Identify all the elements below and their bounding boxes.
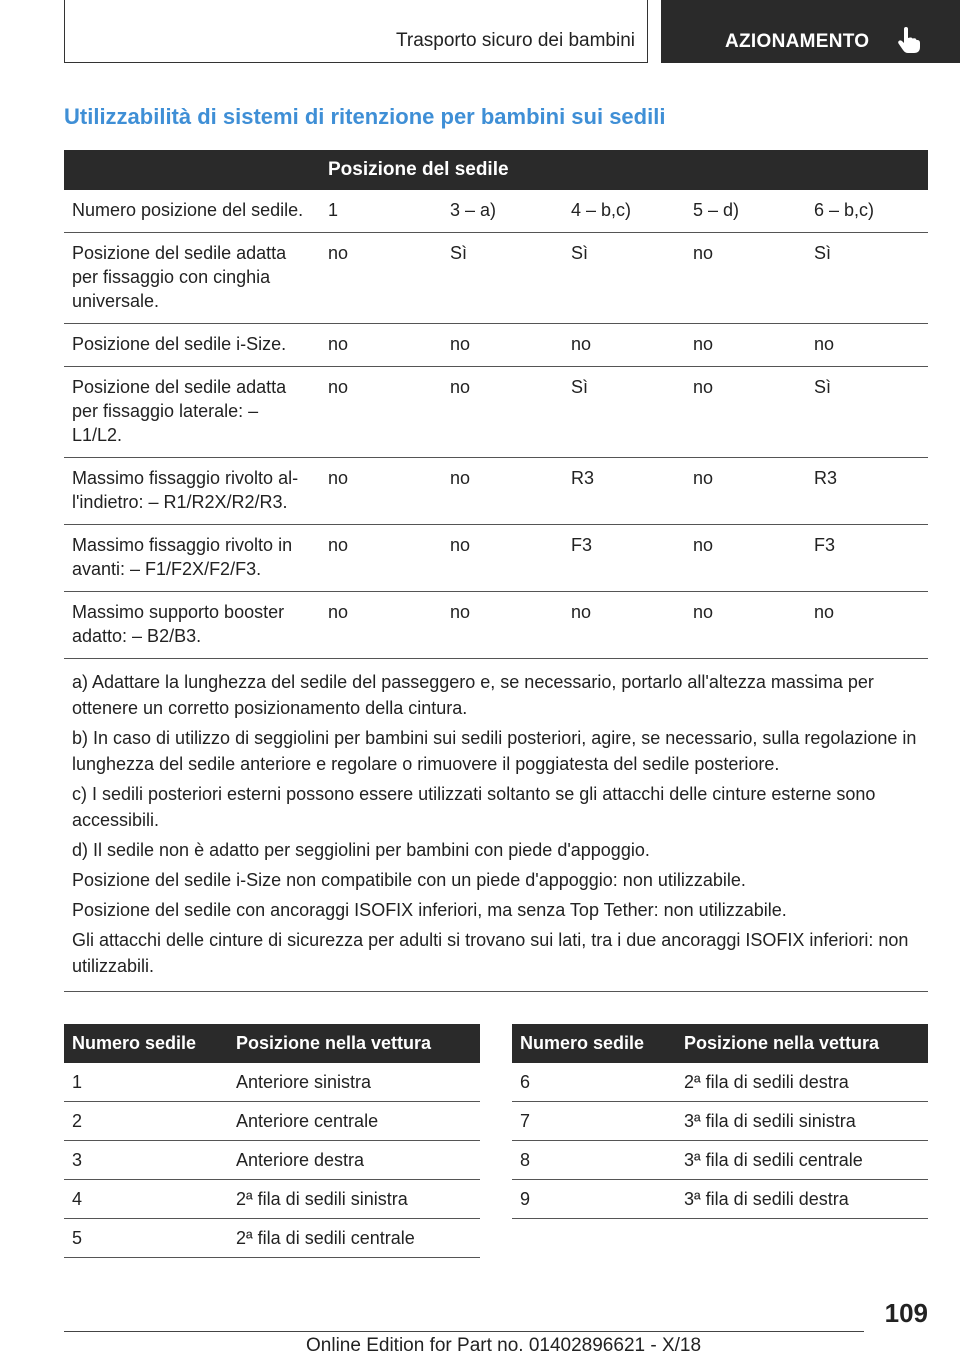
table-cell: Anteriore centrale [228, 1102, 480, 1141]
table-cell: no [442, 367, 563, 458]
table-header-row [512, 1024, 928, 1063]
table-cell: no [806, 592, 928, 659]
column-header-seat-number: Numero sedile [64, 1024, 228, 1063]
table-cell: no [563, 592, 685, 659]
table-cell: no [685, 592, 806, 659]
table-header-empty [64, 150, 320, 190]
note-a: a) Adattare la lunghezza del sedile del passeggero e, se necessario, portarlo all'altezza massima per ottenere un corretto posizionamento della cintura. [72, 672, 874, 718]
table-header-row [64, 1024, 480, 1063]
table-cell: 2 [64, 1102, 228, 1141]
table-cell: no [320, 324, 442, 367]
table-cell: 6 – b,c) [806, 190, 928, 233]
chapter-label: AZIONAMENTO [725, 31, 870, 52]
table-cell: Anteriore destra [228, 1141, 480, 1180]
table-cell: 6 [512, 1063, 676, 1102]
table-cell: Sì [806, 367, 928, 458]
table-cell: R3 [563, 458, 685, 525]
table-cell: 5 – d) [685, 190, 806, 233]
table-cell: Numero posizione del sedile. [64, 190, 320, 233]
header-section-box [64, 0, 648, 63]
table-cell: 2ª fila di sedili centrale [228, 1219, 480, 1258]
table-cell: no [320, 458, 442, 525]
section-label: Trasporto sicuro dei bambini [395, 30, 635, 51]
footer-edition-text: Online Edition for Part no. 01402896621 - X/18 [306, 1335, 702, 1356]
table-cell: Massimo supporto booster adatto: – B2/B3. [64, 592, 320, 659]
table-cell: R3 [806, 458, 928, 525]
table-row [64, 367, 928, 458]
table-cell: no [563, 324, 685, 367]
table-cell: 7 [512, 1102, 676, 1141]
table-cell: no [320, 592, 442, 659]
table-cell: Massimo fissaggio rivolto in avanti: – F1/F2X/F2/F3. [64, 525, 320, 592]
table-cell: no [442, 458, 563, 525]
table-row [64, 525, 928, 592]
table-cell: no [685, 324, 806, 367]
table-cell: no [806, 324, 928, 367]
column-header-position: Posizione nella vettura [676, 1024, 928, 1063]
table-cell: 4 – b,c) [563, 190, 685, 233]
table-cell: Anteriore sinistra [228, 1063, 480, 1102]
table-row [64, 1102, 480, 1141]
table-row [64, 324, 928, 367]
table-cell: 1 [320, 190, 442, 233]
table-cell: no [320, 233, 442, 324]
note-c: c) I sedili posteriori esterni possono essere utilizzati soltanto se gli attacchi delle cinture esterne sono accessibili. [72, 784, 876, 830]
table-cell: Massimo fissaggio rivolto all'indietro: – R1/R2X/R2/R3. [64, 458, 320, 525]
column-header-seat-number: Numero sedile [512, 1024, 676, 1063]
table-cell: Posizione del sedile adatta per fissaggio con cinghia universale. [64, 233, 320, 324]
table-cell: Posizione del sedile i-Size. [64, 324, 320, 367]
hand-pointer-icon [897, 27, 921, 53]
table-row [512, 1063, 928, 1102]
table-cell: Sì [563, 367, 685, 458]
table-row [64, 458, 928, 525]
table-row [64, 592, 928, 659]
table-cell: 4 [64, 1180, 228, 1219]
table-cell: no [442, 324, 563, 367]
seat-usability-table [64, 150, 928, 992]
table-header-row [64, 150, 928, 190]
table-cell: Posizione del sedile adatta per fissaggio laterale: – L1/L2. [64, 367, 320, 458]
table-cell: no [320, 525, 442, 592]
table-row [64, 1180, 480, 1219]
table-cell: 3 [64, 1141, 228, 1180]
table-cell: 8 [512, 1141, 676, 1180]
table-cell: Sì [563, 233, 685, 324]
table-cell: F3 [806, 525, 928, 592]
table-cell: 3 – a) [442, 190, 563, 233]
table-row [512, 1180, 928, 1219]
header-chapter-box [661, 0, 960, 63]
table-row [512, 1102, 928, 1141]
note-b: b) In caso di utilizzo di seggiolini per bambini sui sedili posteriori, agire, se necessario, sulla regolazione in lunghezza del sedile anteriore e regolare o rimuovere il poggiatesta del sedile posteriore. [72, 728, 917, 774]
table-cell: 3ª fila di sedili sinistra [676, 1102, 928, 1141]
table-header-seat-position: Posizione del sedile [320, 150, 928, 190]
table-cell: no [685, 458, 806, 525]
table-cell: no [685, 367, 806, 458]
seat-number-table-right [512, 1024, 928, 1219]
table-cell: 3ª fila di sedili destra [676, 1180, 928, 1219]
column-header-position: Posizione nella vettura [228, 1024, 480, 1063]
table-cell: 2ª fila di sedili destra [676, 1063, 928, 1102]
table-notes [64, 659, 928, 992]
table-row [64, 1141, 480, 1180]
note-isize: Posizione del sedile i-Size non compatibile con un piede d'appoggio: non utilizzabile. [72, 870, 746, 890]
table-notes-row [64, 659, 928, 992]
table-cell: no [685, 233, 806, 324]
page-number: 109 [884, 1298, 928, 1328]
table-cell: no [442, 525, 563, 592]
table-cell: 1 [64, 1063, 228, 1102]
table-cell: 5 [64, 1219, 228, 1258]
table-cell: 2ª fila di sedili sinistra [228, 1180, 480, 1219]
table-row [64, 1063, 480, 1102]
table-cell: 9 [512, 1180, 676, 1219]
note-belts: Gli attacchi delle cinture di sicurezza per adulti si trovano sui lati, tra i due ancoraggi ISOFIX inferiori: non utilizzabili. [72, 930, 909, 976]
table-row [64, 190, 928, 233]
note-isofix: Posizione del sedile con ancoraggi ISOFIX inferiori, ma senza Top Tether: non utilizzabile. [72, 900, 787, 920]
page-title: Utilizzabilità di sistemi di ritenzione per bambini sui sedili [64, 104, 666, 129]
table-cell: F3 [563, 525, 685, 592]
table-row [64, 233, 928, 324]
table-cell: Sì [442, 233, 563, 324]
table-row [512, 1141, 928, 1180]
table-cell: no [442, 592, 563, 659]
table-cell: 3ª fila di sedili centrale [676, 1141, 928, 1180]
seat-number-table-left [64, 1024, 480, 1258]
table-row [64, 1219, 480, 1258]
table-cell: no [685, 525, 806, 592]
table-cell: Sì [806, 233, 928, 324]
table-cell: no [320, 367, 442, 458]
footer-divider [64, 1331, 864, 1332]
note-d: d) Il sedile non è adatto per seggiolini per bambini con piede d'appoggio. [72, 840, 650, 860]
